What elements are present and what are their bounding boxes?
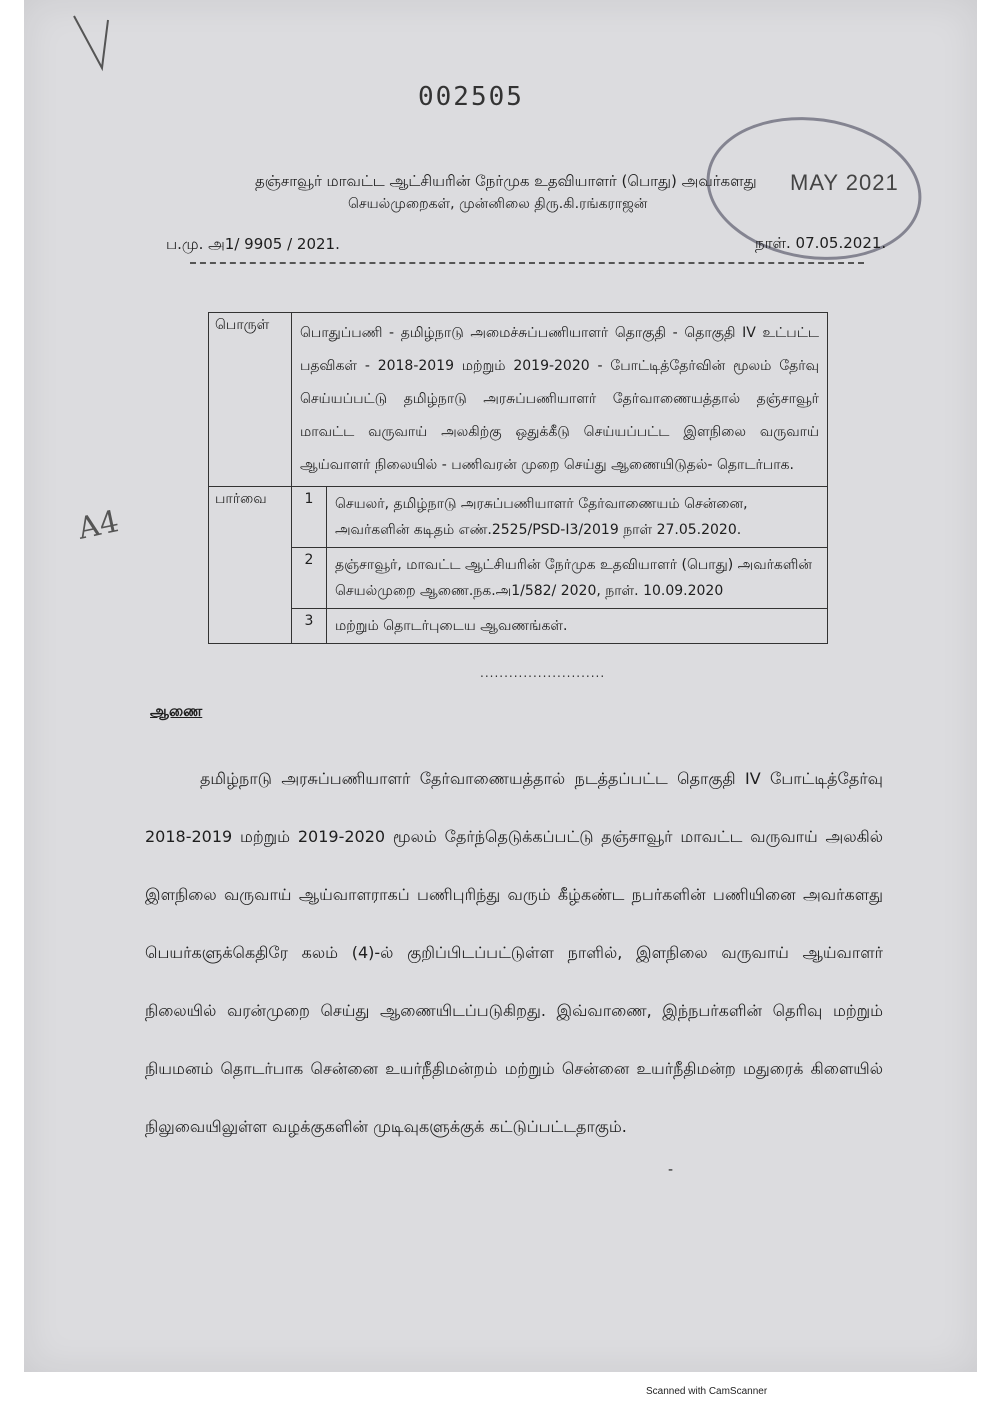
reference-text: செயலர், தமிழ்நாடு அரசுப்பணியாளர் தேர்வாணையம் சென்னை, அவர்களின் கடிதம் எண்.2525/PSD-I3/2019 நாள் 27.05.2020.	[327, 487, 828, 548]
section-separator: ..........................	[480, 666, 606, 680]
subject-label: பொருள்	[209, 313, 292, 487]
reference-text: தஞ்சாவூர், மாவட்ட ஆட்சியரின் நேர்முக உதவியாளர் (பொது) அவர்களின் செயல்முறை ஆணை.நக.அ1/582/ 2020, நாள். 10.09.2020	[327, 548, 828, 609]
subject-reference-table	[208, 312, 828, 644]
reference-row	[209, 609, 828, 644]
serial-number: 002505	[418, 82, 524, 112]
stamp-date: MAY 2021	[790, 170, 899, 195]
reference-row	[209, 487, 828, 548]
order-heading: ஆணை	[150, 702, 203, 720]
reference-number: ப.மு. அ1/ 9905 / 2021.	[166, 235, 340, 253]
tick-mark-icon	[72, 12, 112, 72]
reference-row	[209, 548, 828, 609]
order-date: நாள். 07.05.2021.	[755, 234, 887, 252]
header-line-2: செயல்முறைகள், முன்னிலை திரு.கி.ரங்கராஜன்	[348, 196, 648, 212]
references-label: பார்வை	[209, 487, 292, 644]
margin-annotation: A4	[74, 504, 122, 547]
subject-row	[209, 313, 828, 487]
subject-text: பொதுப்பணி - தமிழ்நாடு அமைச்சுப்பணியாளர் தொகுதி - தொகுதி IV உட்பட்ட பதவிகள் - 2018-2019 மற்றும் 2019-2020 - போட்டித்தேர்வின் மூலம் தேர்வு செய்யப்பட்டு தமிழ்நாடு அரசுப்பணியாளர் தேர்வாணையத்தால் தஞ்சாவூர் மாவட்ட வருவாய் அலகிற்கு ஒதுக்கீடு செய்யப்பட்ட இளநிலை வருவாய் ஆய்வாளர் நிலையில் - பணிவரன் முறை செய்து ஆணையிடுதல்- தொடர்பாக.	[292, 313, 828, 487]
dash-mark: -	[668, 1162, 674, 1178]
header-divider	[190, 262, 864, 264]
order-body: தமிழ்நாடு அரசுப்பணியாளர் தேர்வாணையத்தால் நடத்தப்பட்ட தொகுதி IV போட்டித்தேர்வு 2018-2019 மற்றும் 2019-2020 மூலம் தேர்ந்தெடுக்கப்பட்டு தஞ்சாவூர் மாவட்ட வருவாய் அலகில் இளநிலை வருவாய் ஆய்வாளராகப் பணிபுரிந்து வரும் கீழ்கண்ட நபர்களின் பணியினை அவர்களது பெயர்களுக்கெதிரே கலம் (4)-ல் குறிப்பிடப்பட்டுள்ள நாளில், இளநிலை வருவாய் ஆய்வாளர் நிலையில் வரன்முறை செய்து ஆணையிடப்படுகிறது. இவ்வாணை, இந்நபர்களின் தெரிவு மற்றும் நியமனம் தொடர்பாக சென்னை உயர்நீதிமன்றம் மற்றும் சென்னை உயர்நீதிமன்ற மதுரைக் கிளையில் நிலுவையிலுள்ள வழக்குகளின் முடிவுகளுக்குக் கட்டுப்பட்டதாகும்.	[145, 769, 883, 1136]
reference-number-cell: 1	[292, 487, 327, 548]
reference-number-cell: 2	[292, 548, 327, 609]
reference-number-cell: 3	[292, 609, 327, 644]
scanner-watermark: Scanned with CamScanner	[646, 1386, 768, 1397]
header-line-1: தஞ்சாவூர் மாவட்ட ஆட்சியரின் நேர்முக உதவியாளர் (பொது) அவர்களது	[255, 172, 757, 190]
reference-text: மற்றும் தொடர்புடைய ஆவணங்கள்.	[327, 609, 828, 644]
